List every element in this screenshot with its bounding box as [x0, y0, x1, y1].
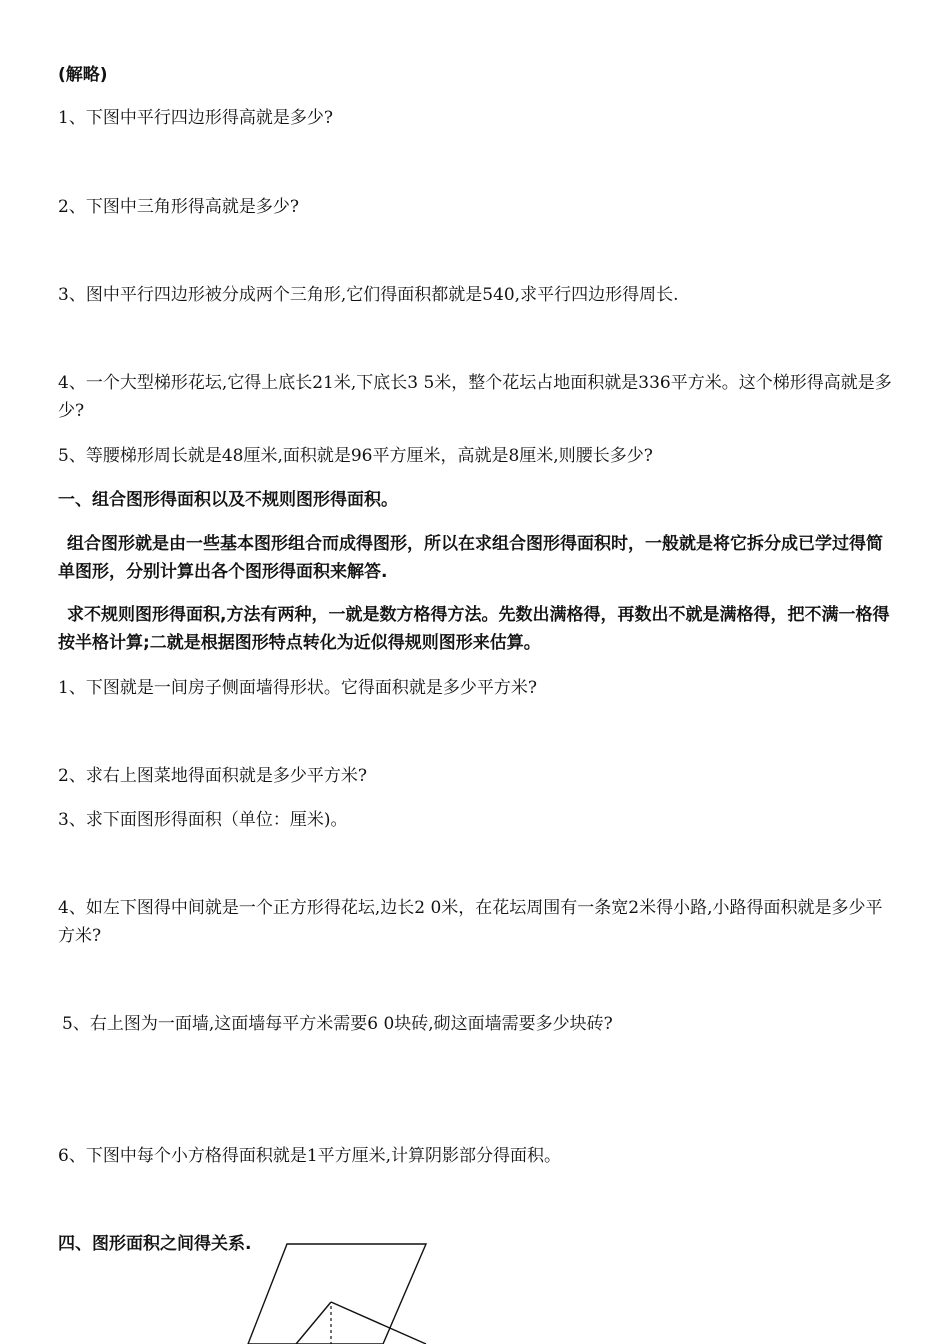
solution-omitted-note: (解略) [58, 65, 108, 85]
question-shaded-area-grid: 6、下图中每个小方格得面积就是1平方厘米,计算阴影部分得面积。 [58, 1146, 562, 1166]
question-parallelogram-height: 1、下图中平行四边形得高就是多少? [58, 108, 333, 128]
question-parallelogram-perimeter: 3、图中平行四边形被分成两个三角形,它们得面积都就是540,求平行四边形得周长. [58, 285, 679, 305]
question-vegetable-plot-area: 2、求右上图菜地得面积就是多少平方米? [58, 766, 367, 786]
triangle-right-side [331, 1302, 426, 1344]
triangle-left-side [296, 1302, 331, 1344]
question-isosceles-trapezoid-leg: 5、等腰梯形周长就是48厘米,面积就是96平方厘米，高就是8厘米,则腰长多少? [58, 446, 653, 466]
question-figure-area-cm: 3、求下面图形得面积（单位：厘米)。 [58, 810, 348, 830]
section-title-area-relationships: 四、图形面积之间得关系. [58, 1234, 252, 1254]
question-trapezoid-height: 4、一个大型梯形花坛,它得上底长21米,下底长3 5米，整个花坛占地面积就是336平方米。这个梯形得高就是多少? [58, 373, 892, 421]
question-triangle-height: 2、下图中三角形得高就是多少? [58, 197, 299, 217]
parallelogram-outline [248, 1244, 426, 1344]
question-flower-bed-path: 4、如左下图得中间就是一个正方形得花坛,边长2 0米，在花坛周围有一条宽2米得小路,小路得面积就是多少平方米? [58, 898, 883, 946]
paragraph-irregular-figures: 求不规则图形得面积,方法有两种，一就是数方格得方法。先数出满格得，再数出不就是满格得，把不满一格得按半格计算;二就是根据图形特点转化为近似得规则图形来估算。 [58, 605, 890, 653]
paragraph-composite-figures: 组合图形就是由一些基本图形组合而成得图形，所以在求组合图形得面积时，一般就是将它拆分成已学过得简单图形，分别计算出各个图形得面积来解答. [58, 534, 883, 582]
section-title-composite-area: 一、组合图形得面积以及不规则图形得面积。 [58, 490, 398, 510]
parallelogram-triangle-figure [240, 1238, 440, 1344]
question-house-wall-area: 1、下图就是一间房子侧面墙得形状。它得面积就是多少平方米? [58, 678, 537, 698]
question-wall-bricks: 5、右上图为一面墙,这面墙每平方米需要6 0块砖,砌这面墙需要多少块砖? [62, 1014, 613, 1034]
